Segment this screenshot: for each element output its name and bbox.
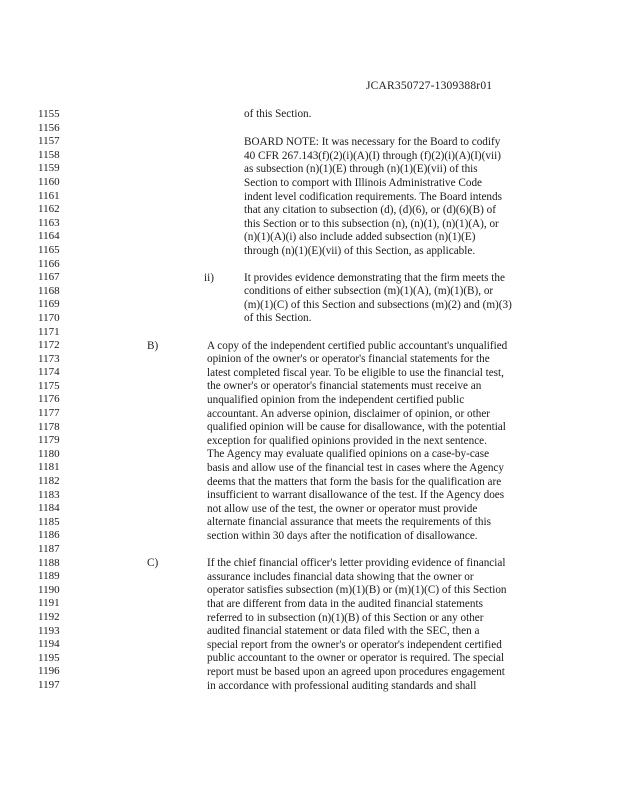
line-number: 1164: [38, 230, 60, 243]
line-number: 1190: [38, 583, 60, 596]
text-line: BOARD NOTE: It was necessary for the Board to codify: [244, 136, 501, 149]
text-line: It provides evidence demonstrating that the firm meets the: [244, 271, 505, 284]
text-line: the owner's or operator's financial statements must receive an: [207, 380, 482, 393]
text-line: opinion of the owner's or operator's financial statements for the: [207, 353, 490, 366]
text-line: latest completed fiscal year. To be eligible to use the financial test,: [207, 366, 504, 379]
line-number: 1181: [38, 461, 60, 474]
line-number: 1197: [38, 678, 60, 691]
line-number: 1176: [38, 393, 60, 406]
text-line: in accordance with professional auditing standards and shall: [207, 679, 477, 692]
line-number: 1157: [38, 135, 60, 148]
line-number-column: [38, 108, 60, 693]
text-line: Section to comport with Illinois Administrative Code: [244, 177, 483, 189]
text-line: public accountant to the owner or operator is required. The special: [207, 652, 505, 665]
line-number: 1185: [38, 515, 60, 528]
line-number: 1168: [38, 284, 60, 297]
line-number: 1177: [38, 407, 60, 420]
line-number: 1188: [38, 556, 60, 569]
text-line: audited financial statement or data filed with the SEC, then a: [207, 625, 480, 638]
line-number: 1184: [38, 502, 60, 515]
line-number: 1175: [38, 379, 60, 392]
line-number: 1162: [38, 203, 60, 216]
text-line: insufficient to warrant disallowance of the test. If the Agency does: [207, 489, 505, 502]
text-line: exception for qualified opinions provided in the next sentence.: [207, 434, 487, 447]
text-line: (n)(1)(A)(i) also include added subsection (n)(1)(E): [244, 231, 476, 244]
text-line: special report from the owner's or operator's independent certified: [207, 638, 502, 651]
text-line: report must be based upon an agreed upon procedures engagement: [207, 666, 505, 678]
line-number: 1191: [38, 597, 60, 610]
line-number: 1179: [38, 434, 60, 447]
line-number: 1186: [38, 529, 60, 542]
text-line: accountant. An adverse opinion, disclaimer of opinion, or other: [207, 407, 491, 420]
text-line: The Agency may evaluate qualified opinions on a case-by-case: [207, 448, 490, 461]
text-line: operator satisfies subsection (m)(1)(B) or (m)(1)(C) of this Section: [207, 584, 507, 597]
text-line: conditions of either subsection (m)(1)(A), (m)(1)(B), or: [244, 285, 494, 298]
text-line: 40 CFR 267.143(f)(2)(i)(A)(I) through (f)(2)(i)(A)(I)(vii): [244, 149, 501, 162]
line-number: 1183: [38, 488, 60, 501]
line-number: 1159: [38, 162, 60, 175]
line-number: 1167: [38, 271, 60, 284]
line-number: 1178: [38, 420, 60, 433]
line-number: 1161: [38, 189, 60, 202]
line-number: 1163: [38, 216, 60, 229]
line-number: 1192: [38, 610, 60, 623]
subsection-label-b: B): [147, 339, 159, 352]
text-line: (m)(1)(C) of this Section and subsections (m)(2) and (m)(3): [244, 298, 512, 311]
text-line: that are different from data in the audited financial statements: [207, 598, 483, 610]
text-line: assurance includes financial data showing that the owner or: [207, 570, 474, 583]
line-number: 1172: [38, 339, 60, 352]
text-line: alternate financial assurance that meets the requirements of this: [207, 516, 491, 529]
line-number: 1171: [38, 325, 60, 338]
text-line: If the chief financial officer's letter providing evidence of financial: [207, 557, 506, 570]
text-line: referred to in subsection (n)(1)(B) of this Section or any other: [207, 611, 484, 624]
document-id: JCAR350727-1309388r01: [366, 80, 493, 92]
line-number: 1174: [38, 366, 60, 379]
line-number: 1196: [38, 665, 60, 678]
line-number: 1194: [38, 638, 60, 651]
line-number: 1193: [38, 624, 60, 637]
text-line: indent level codification requirements. The Board intends: [244, 190, 502, 203]
line-number: 1155: [38, 108, 60, 120]
text-line: of this Section.: [244, 312, 312, 325]
text-line: of this Section.: [244, 108, 312, 121]
text-line: unqualified opinion from the independent certified public: [207, 394, 465, 406]
subsection-label-ii: ii): [204, 271, 214, 284]
line-number: 1166: [38, 257, 60, 270]
text-line: as subsection (n)(1)(E) through (n)(1)(E)(vii) of this: [244, 163, 478, 176]
text-line: not allow use of the test, the owner or operator must provide: [207, 502, 478, 515]
line-number: 1158: [38, 148, 60, 161]
text-line: basis and allow use of the financial test in cases where the Agency: [207, 462, 504, 474]
line-number: 1182: [38, 475, 60, 488]
text-line: section within 30 days after the notification of disallowance.: [207, 530, 478, 542]
line-number: 1173: [38, 352, 60, 365]
text-line: through (n)(1)(E)(vii) of this Section, as applicable.: [244, 245, 476, 257]
text-line: this Section or to this subsection (n), (n)(1), (n)(1)(A), or: [244, 217, 499, 230]
text-line: deems that the matters that form the basis for the qualification are: [207, 475, 502, 488]
line-number: 1187: [38, 543, 60, 555]
text-line: A copy of the independent certified public accountant's unqualified: [207, 339, 508, 352]
text-line: that any citation to subsection (d), (d)(6), or (d)(6)(B) of: [244, 204, 496, 217]
subsection-label-c: C): [147, 557, 159, 570]
line-number: 1180: [38, 447, 60, 460]
line-number: 1169: [38, 298, 60, 311]
line-number: 1189: [38, 570, 60, 583]
line-number: 1160: [38, 175, 60, 188]
line-number: 1165: [38, 243, 60, 256]
line-number: 1195: [38, 651, 60, 664]
line-number: 1170: [38, 311, 60, 324]
text-line: qualified opinion will be cause for disallowance, with the potential: [207, 421, 506, 434]
line-number: 1156: [38, 121, 60, 134]
